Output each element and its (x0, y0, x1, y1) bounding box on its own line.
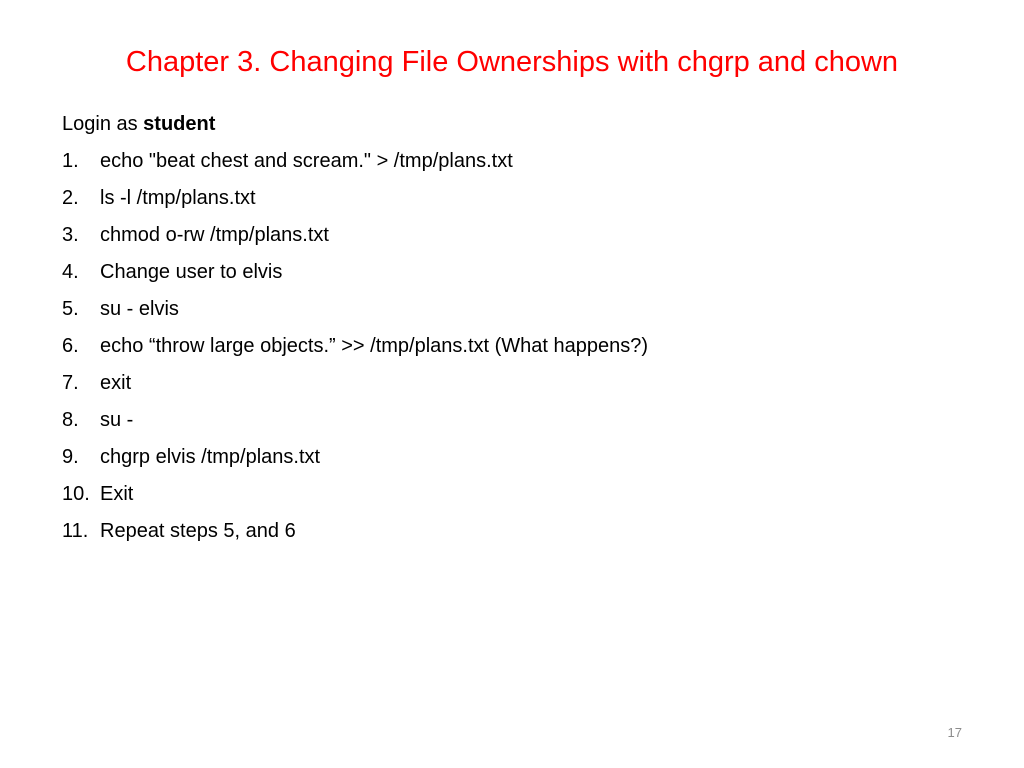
step-number: 4. (62, 261, 79, 283)
step-item (62, 332, 962, 369)
step-text: chgrp elvis /tmp/plans.txt (100, 446, 321, 468)
step-text: echo "beat chest and scream." > /tmp/plans.txt (100, 150, 513, 172)
step-number: 8. (62, 409, 79, 431)
step-text: ls -l /tmp/plans.txt (100, 187, 256, 209)
step-number: 11. (62, 520, 89, 542)
step-item (62, 443, 962, 480)
step-text: su - (100, 409, 134, 431)
step-number: 3. (62, 224, 79, 246)
step-item (62, 480, 962, 517)
step-text: echo “throw large objects.” >> /tmp/plans.txt (What happens?) (100, 335, 649, 357)
step-item (62, 258, 962, 295)
step-item (62, 369, 962, 406)
step-text: exit (100, 372, 132, 394)
step-text: Change user to elvis (100, 261, 283, 283)
login-prefix: Login as (62, 113, 144, 135)
step-item (62, 406, 962, 443)
login-instruction (62, 110, 962, 147)
login-user: student (143, 113, 216, 135)
step-text: Exit (100, 483, 134, 505)
step-item (62, 295, 962, 332)
step-number: 1. (62, 150, 79, 172)
step-number: 10. (62, 483, 90, 505)
step-number: 6. (62, 335, 79, 357)
step-number: 2. (62, 187, 79, 209)
step-item (62, 221, 962, 258)
step-number: 9. (62, 446, 79, 468)
step-item (62, 147, 962, 184)
step-text: Repeat steps 5, and 6 (100, 520, 296, 542)
step-item (62, 517, 962, 554)
slide-title: Chapter 3. Changing File Ownerships with chgrp and chown (125, 46, 899, 78)
step-text: su - elvis (100, 298, 179, 320)
step-number: 5. (62, 298, 79, 320)
step-text: chmod o-rw /tmp/plans.txt (100, 224, 329, 246)
slide-body (62, 110, 962, 554)
step-number: 7. (62, 372, 79, 394)
page-number: 17 (947, 725, 962, 740)
step-item (62, 184, 962, 221)
